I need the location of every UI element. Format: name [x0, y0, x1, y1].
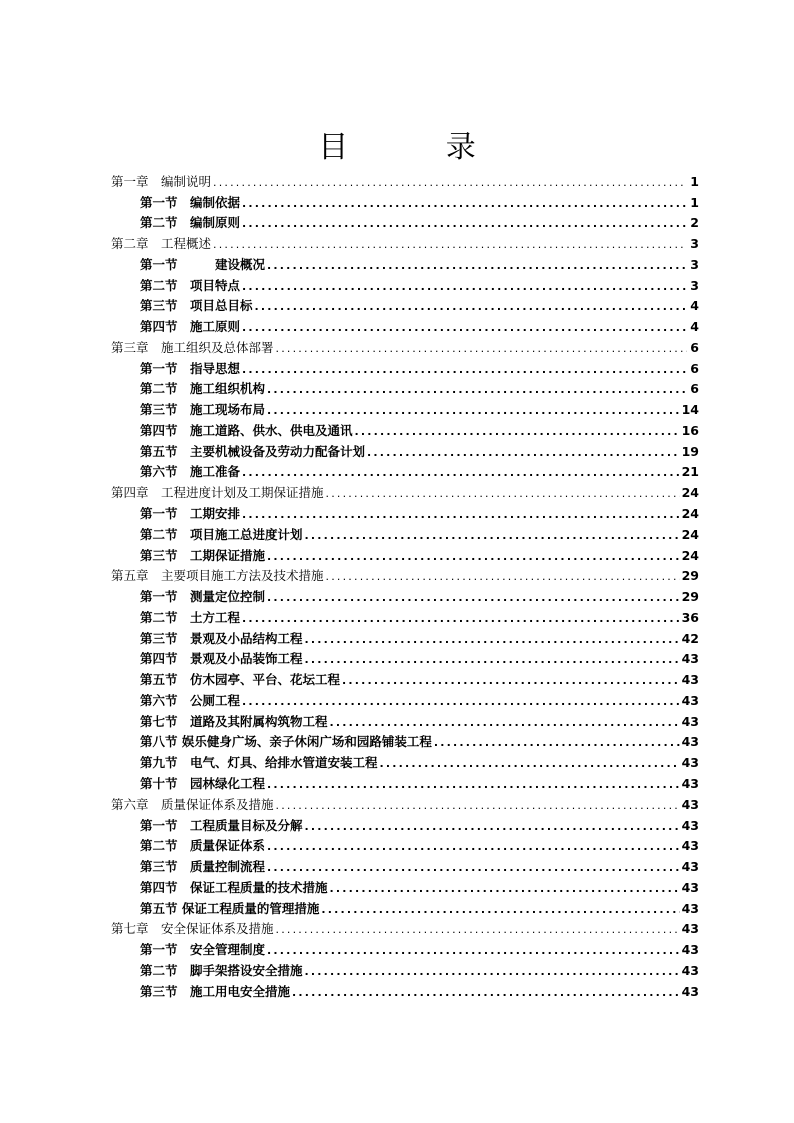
toc-page-number: 19	[681, 443, 699, 459]
toc-section-entry[interactable]	[111, 460, 699, 481]
dot-leader	[242, 197, 687, 211]
toc-entry-label: 第二节 质量保证体系	[140, 838, 266, 854]
toc-section-entry[interactable]	[111, 896, 699, 917]
dot-leader	[267, 404, 680, 418]
toc-chapter-entry[interactable]	[111, 335, 699, 356]
toc-entry-label: 第一章 编制说明	[111, 173, 212, 189]
toc-entry-label: 第九节 电气、灯具、给排水管道安装工程	[140, 755, 378, 771]
toc-entry-label: 第一节 工期安排	[140, 506, 241, 522]
toc-section-entry[interactable]	[111, 211, 699, 232]
toc-page-number: 21	[681, 464, 699, 480]
toc-entry-label: 第三节 景观及小品结构工程	[140, 630, 303, 646]
toc-section-entry[interactable]	[111, 501, 699, 522]
dot-leader	[292, 986, 680, 1000]
toc-page-number: 43	[681, 838, 699, 854]
toc-entry-label: 第五节 仿木园亭、平台、花坛工程	[140, 672, 341, 688]
toc-page-number: 4	[690, 298, 699, 314]
dot-leader	[367, 446, 680, 460]
toc-entry-label: 第五节 主要机械设备及劳动力配备计划	[140, 443, 366, 459]
toc-chapter-entry[interactable]	[111, 917, 699, 938]
toc-chapter-entry[interactable]	[111, 564, 699, 585]
toc-section-entry[interactable]	[111, 439, 699, 460]
dot-leader	[380, 757, 680, 771]
dot-leader	[330, 882, 680, 896]
toc-page-number: 43	[681, 942, 699, 958]
dot-leader	[267, 383, 687, 397]
dot-leader	[242, 363, 687, 377]
toc-section-entry[interactable]	[111, 854, 699, 875]
toc-page-number: 3	[690, 236, 699, 252]
toc-section-entry[interactable]	[111, 688, 699, 709]
toc-chapter-entry[interactable]	[111, 792, 699, 813]
toc-entry-label: 第一节 建设概况	[140, 256, 266, 272]
toc-entry-label: 第一节 测量定位控制	[140, 589, 266, 605]
dot-leader	[267, 591, 680, 605]
toc-entry-label: 第七节 道路及其附属构筑物工程	[140, 713, 328, 729]
toc-entry-label: 第三节 质量控制流程	[140, 859, 266, 875]
toc-page-number: 24	[681, 506, 699, 522]
dot-leader	[242, 280, 687, 294]
dot-leader	[276, 923, 680, 937]
toc-section-entry[interactable]	[111, 709, 699, 730]
toc-page-number: 43	[681, 734, 699, 750]
toc-section-entry[interactable]	[111, 979, 699, 1000]
dot-leader	[276, 799, 680, 813]
toc-section-entry[interactable]	[111, 626, 699, 647]
toc-page-number: 43	[681, 879, 699, 895]
toc-entry-label: 第一节 指导思想	[140, 360, 241, 376]
toc-page-number: 43	[681, 775, 699, 791]
toc-entry-label: 第四节 施工原则	[140, 319, 241, 335]
toc-entry-label: 第四节 保证工程质量的技术措施	[140, 879, 328, 895]
dot-leader	[242, 695, 680, 709]
toc-page-number: 43	[681, 755, 699, 771]
toc-chapter-entry[interactable]	[111, 231, 699, 252]
toc-section-entry[interactable]	[111, 647, 699, 668]
toc-section-entry[interactable]	[111, 418, 699, 439]
dot-leader	[305, 820, 680, 834]
dot-leader	[267, 840, 680, 854]
dot-leader	[305, 529, 680, 543]
toc-entry-label: 第四章 工程进度计划及工期保证措施	[111, 485, 324, 501]
dot-leader	[242, 508, 680, 522]
dot-leader	[242, 321, 687, 335]
dot-leader	[267, 861, 680, 875]
toc-page-number: 4	[690, 319, 699, 335]
dot-leader	[267, 944, 680, 958]
toc-entry-label: 第二节 土方工程	[140, 609, 241, 625]
toc-section-entry[interactable]	[111, 958, 699, 979]
toc-entry-label: 第三节 施工用电安全措施	[140, 983, 291, 999]
toc-page-number: 24	[681, 547, 699, 563]
toc-page-number: 24	[681, 485, 699, 501]
toc-page-number: 43	[681, 859, 699, 875]
toc-page-number: 42	[681, 630, 699, 646]
dot-leader	[305, 965, 680, 979]
toc-entry-label: 第三节 工期保证措施	[140, 547, 266, 563]
toc-entry-label: 第四节 景观及小品装饰工程	[140, 651, 303, 667]
dot-leader	[242, 612, 680, 626]
toc-page-number: 43	[681, 900, 699, 916]
toc-page-number: 3	[690, 277, 699, 293]
toc-section-entry[interactable]	[111, 771, 699, 792]
toc-page-number: 6	[690, 360, 699, 376]
toc-page-number: 3	[690, 256, 699, 272]
dot-leader	[330, 716, 680, 730]
toc-section-entry[interactable]	[111, 377, 699, 398]
toc-page-number: 16	[681, 422, 699, 438]
toc-entry-label: 第三节 项目总目标	[140, 298, 253, 314]
toc-section-entry[interactable]	[111, 397, 699, 418]
toc-section-entry[interactable]	[111, 543, 699, 564]
dot-leader	[342, 674, 680, 688]
toc-entry-label: 第二节 编制原则	[140, 215, 241, 231]
toc-section-entry[interactable]	[111, 584, 699, 605]
toc-section-entry[interactable]	[111, 314, 699, 335]
toc-section-entry[interactable]	[111, 750, 699, 771]
toc-chapter-entry[interactable]	[111, 169, 699, 190]
toc-entry-label: 第五节 保证工程质量的管理措施	[140, 900, 320, 916]
dot-leader	[267, 550, 680, 564]
dot-leader	[305, 653, 680, 667]
toc-entry-label: 第一节 安全管理制度	[140, 942, 266, 958]
toc-entry-label: 第二章 工程概述	[111, 236, 212, 252]
toc-entry-label: 第六节 公厕工程	[140, 692, 241, 708]
dot-leader	[267, 259, 687, 273]
toc-page-number: 1	[690, 194, 699, 210]
table-of-contents	[111, 169, 699, 1000]
toc-entry-label: 第二节 项目施工总进度计划	[140, 526, 303, 542]
toc-page-number: 29	[681, 589, 699, 605]
toc-chapter-entry[interactable]	[111, 480, 699, 501]
toc-section-entry[interactable]	[111, 875, 699, 896]
toc-entry-label: 第三章 施工组织及总体部署	[111, 339, 274, 355]
toc-page-number: 43	[681, 692, 699, 708]
toc-section-entry[interactable]	[111, 937, 699, 958]
toc-page-number: 43	[681, 817, 699, 833]
toc-entry-label: 第二节 脚手架搭设安全措施	[140, 962, 303, 978]
dot-leader	[213, 238, 687, 252]
toc-entry-label: 第七章 安全保证体系及措施	[111, 921, 274, 937]
toc-page-number: 36	[681, 609, 699, 625]
dot-leader	[305, 633, 680, 647]
toc-page-number: 29	[681, 568, 699, 584]
toc-section-entry[interactable]	[111, 834, 699, 855]
toc-page-number: 43	[681, 672, 699, 688]
toc-entry-label: 第六节 施工准备	[140, 464, 241, 480]
toc-page-number: 43	[681, 651, 699, 667]
toc-section-entry[interactable]	[111, 356, 699, 377]
toc-entry-label: 第六章 质量保证体系及措施	[111, 796, 274, 812]
dot-leader	[355, 425, 680, 439]
toc-entry-label: 第一节 编制依据	[140, 194, 241, 210]
toc-section-entry[interactable]	[111, 522, 699, 543]
toc-entry-label: 第四节 施工道路、供水、供电及通讯	[140, 422, 353, 438]
dot-leader	[326, 487, 680, 501]
toc-section-entry[interactable]	[111, 273, 699, 294]
dot-leader	[326, 570, 680, 584]
toc-page-number: 2	[690, 215, 699, 231]
toc-page-number: 1	[690, 173, 699, 189]
dot-leader	[321, 903, 679, 917]
toc-section-entry[interactable]	[111, 294, 699, 315]
dot-leader	[255, 300, 687, 314]
toc-entry-label: 第十节 园林绿化工程	[140, 775, 266, 791]
toc-section-entry[interactable]	[111, 813, 699, 834]
toc-entry-label: 第三节 施工现场布局	[140, 402, 266, 418]
toc-section-entry[interactable]	[111, 252, 699, 273]
toc-section-entry[interactable]	[111, 667, 699, 688]
dot-leader	[276, 342, 687, 356]
toc-entry-label: 第一节 工程质量目标及分解	[140, 817, 303, 833]
toc-entry-label: 第八节 娱乐健身广场、亲子休闲广场和园路铺装工程	[140, 734, 432, 750]
toc-entry-label: 第二节 项目特点	[140, 277, 241, 293]
toc-page-number: 43	[681, 796, 699, 812]
dot-leader	[267, 778, 680, 792]
toc-page-number: 43	[681, 713, 699, 729]
dot-leader	[242, 466, 680, 480]
toc-page-number: 6	[690, 381, 699, 397]
toc-page-number: 24	[681, 526, 699, 542]
toc-page-number: 43	[681, 921, 699, 937]
dot-leader	[242, 217, 687, 231]
toc-section-entry[interactable]	[111, 190, 699, 211]
toc-section-entry[interactable]	[111, 730, 699, 751]
toc-page-number: 6	[690, 339, 699, 355]
toc-page-number: 43	[681, 962, 699, 978]
toc-section-entry[interactable]	[111, 605, 699, 626]
dot-leader	[213, 176, 687, 190]
toc-entry-label: 第二节 施工组织机构	[140, 381, 266, 397]
dot-leader	[434, 736, 680, 750]
toc-entry-label: 第五章 主要项目施工方法及技术措施	[111, 568, 324, 584]
page-title: 目 录	[318, 130, 520, 165]
toc-page-number: 43	[681, 983, 699, 999]
toc-page-number: 14	[681, 402, 699, 418]
